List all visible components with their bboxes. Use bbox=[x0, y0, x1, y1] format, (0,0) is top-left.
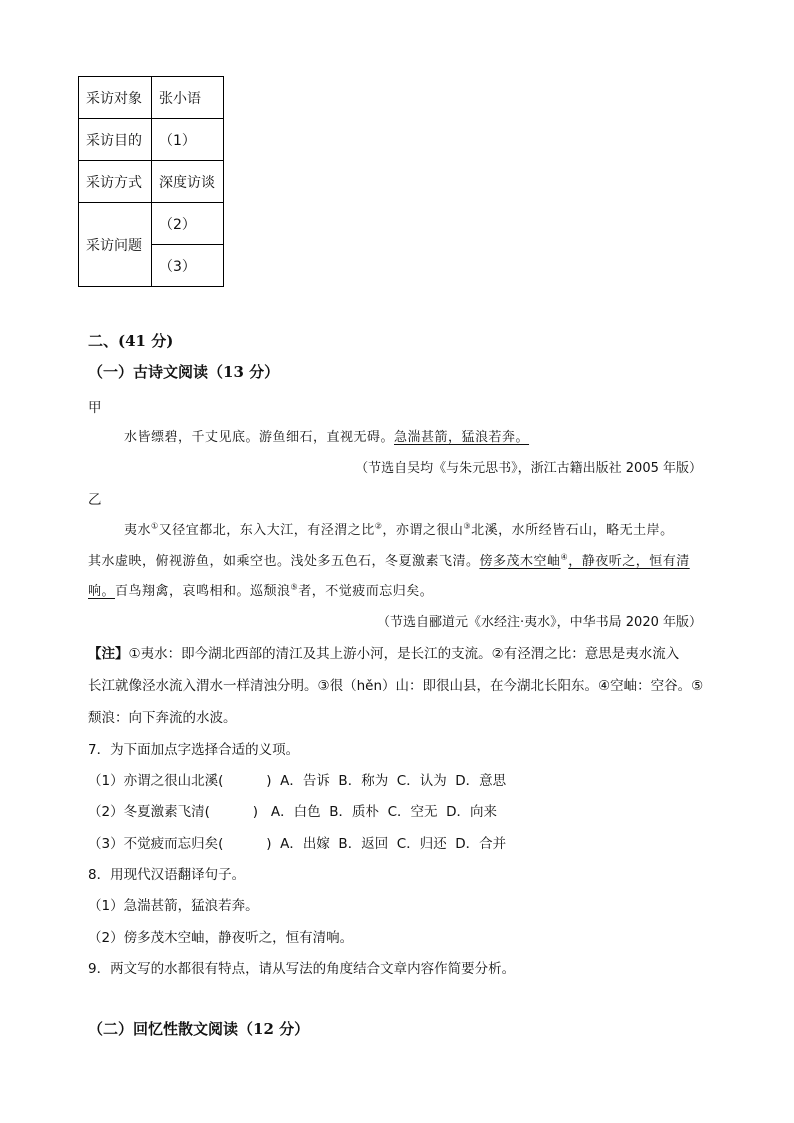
table-cell-label: 采访问题 bbox=[79, 203, 152, 287]
note-label: 【注】 bbox=[88, 646, 129, 662]
underlined-sentence: ，静夜听之，恒有清 bbox=[568, 554, 690, 569]
passage-text: 水皆缥碧，千丈见底。游鱼细石，直视无碍。 bbox=[124, 430, 395, 445]
passage-yi-line bbox=[88, 580, 433, 599]
note-text: 长江就像泾水流入渭水一样清浊分明。③很（hěn）山：即很山县，在今湖北长阳东。④空岫：空谷。⑤ bbox=[88, 678, 704, 694]
passage-text: 者，不觉疲而忘归矣。 bbox=[298, 584, 434, 599]
question-8-item: （2）傍多茂木空岫，静夜听之，恒有清响。 bbox=[88, 930, 354, 946]
passage-text: ，亦谓之很山 bbox=[382, 523, 464, 538]
note-marker: ⑤ bbox=[290, 582, 299, 592]
underlined-sentence: 傍多茂木空岫 bbox=[479, 554, 561, 569]
table-cell-value: 深度访谈 bbox=[152, 161, 224, 203]
notes bbox=[88, 642, 679, 662]
table-row bbox=[79, 203, 224, 245]
table-row bbox=[79, 161, 224, 203]
question-8: 8．用现代汉语翻译句子。 bbox=[88, 867, 246, 883]
note-marker: ③ bbox=[463, 521, 472, 531]
question-8-item: （1）急湍甚箭，猛浪若奔。 bbox=[88, 898, 259, 914]
table-cell-label: 采访目的 bbox=[79, 119, 152, 161]
table-cell-value: 张小语 bbox=[152, 77, 224, 119]
table-cell-label: 采访方式 bbox=[79, 161, 152, 203]
table-row bbox=[79, 77, 224, 119]
passage-yi-line bbox=[124, 519, 674, 538]
section-title: 二、(41 分) bbox=[88, 332, 174, 350]
passage-text: 百鸟翔禽，哀鸣相和。巡颓浪 bbox=[115, 584, 291, 599]
question-7: 7．为下面加点字选择合适的义项。 bbox=[88, 742, 300, 758]
table-row bbox=[79, 119, 224, 161]
question-7-item: （3）不觉疲而忘归矣( ) A．出嫁 B．返回 C．归还 D．合并 bbox=[88, 836, 507, 852]
note-marker: ④ bbox=[560, 552, 569, 562]
passage-text: 夷水 bbox=[124, 523, 152, 538]
table-cell-value: （1） bbox=[152, 119, 224, 161]
question-9: 9．两文写的水都很有特点，请从写法的角度结合文章内容作简要分析。 bbox=[88, 961, 516, 977]
passage-text: 又径宜都北，东入大江，有泾渭之比 bbox=[158, 523, 375, 538]
passage-yi-label: 乙 bbox=[88, 492, 102, 508]
table-cell-label: 采访对象 bbox=[79, 77, 152, 119]
underlined-sentence: 急湍甚箭，猛浪若奔。 bbox=[394, 430, 530, 445]
passage-yi-line bbox=[88, 550, 690, 569]
interview-table bbox=[78, 76, 224, 287]
table-cell-value: （2） bbox=[152, 203, 224, 245]
passage-jia-text bbox=[124, 426, 529, 445]
underlined-sentence: 响。 bbox=[88, 584, 116, 599]
passage-text: 其水虚映，俯视游鱼，如乘空也。浅处多五色石，冬夏激素飞清。 bbox=[88, 554, 480, 569]
table-cell-value: （3） bbox=[152, 245, 224, 287]
passage-text: 北溪，水所经皆石山，略无土岸。 bbox=[471, 523, 674, 538]
note-marker: ① bbox=[151, 521, 159, 531]
question-7-item: （2）冬夏激素飞清( ) A．白色 B．质朴 C．空无 D．向来 bbox=[88, 804, 497, 820]
part2-title: （二）回忆性散文阅读（12 分） bbox=[88, 1020, 310, 1038]
note-marker: ② bbox=[374, 521, 383, 531]
passage-yi-source: （节选自郦道元《水经注·夷水》，中华书局 2020 年版） bbox=[377, 615, 702, 630]
note-text: ①夷水：即今湖北西部的清江及其上游小河，是长江的支流。②有泾渭之比：意思是夷水流入 bbox=[128, 646, 680, 662]
part1-title: （一）古诗文阅读（13 分） bbox=[88, 363, 280, 381]
question-7-item: （1）亦谓之很山北溪( ) A．告诉 B．称为 C．认为 D．意思 bbox=[88, 773, 507, 789]
note-text: 颓浪：向下奔流的水波。 bbox=[88, 710, 237, 726]
passage-jia-source: （节选自吴均《与朱元思书》，浙江古籍出版社 2005 年版） bbox=[355, 461, 702, 476]
passage-jia-label: 甲 bbox=[88, 400, 102, 416]
